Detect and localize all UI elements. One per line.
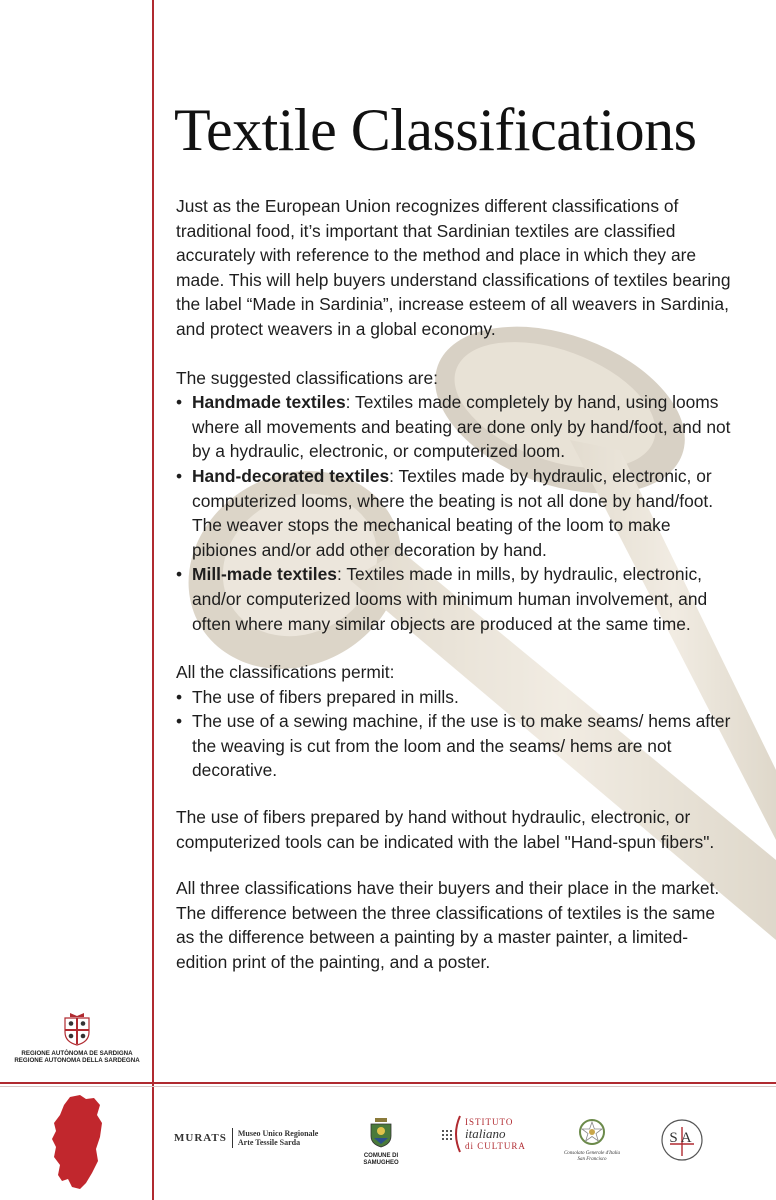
list-item [176, 685, 736, 710]
region-name-sardinian: REGIONE AUTÒNOMA DE SARDIGNA [21, 1050, 133, 1057]
classifications-lead: The suggested classifications are: [176, 367, 438, 388]
list-item [176, 464, 736, 562]
istituto-italiano-cultura-logo [440, 1114, 526, 1154]
region-sardinia-logo [10, 1012, 144, 1065]
comune-samugheo-logo [358, 1116, 404, 1167]
bullet-icon: • [176, 686, 183, 707]
coat-of-arms-icon [62, 1012, 92, 1046]
classification-desc: : Textiles made in mills, by hydraulic, electronic, and/or computerized looms with minimum human involvement, and often where many similar objects are produced at the same time. [192, 564, 708, 634]
sardinia-map-icon [50, 1095, 104, 1191]
comune-line2: SAMUGHEO [363, 1160, 399, 1166]
istituto-mark-icon [440, 1114, 462, 1154]
bullet-icon: • [176, 465, 183, 486]
handspun-paragraph: The use of fibers prepared by hand without hydraulic, electronic, or computerized tools can be indicated with the label "Hand-spun fibers". [176, 807, 715, 852]
istituto-line2: italiano [465, 1126, 506, 1141]
permit-text: The use of a sewing machine, if the use is to make seams/ hems after the weaving is cut from the loom and the seams/ hems are not decorative. [192, 711, 731, 781]
murats-separator [232, 1128, 233, 1148]
murats-name: MURATS [174, 1132, 227, 1144]
conclusion-paragraph: All three classifications have their buyers and their place in the market. The difference between the three classifications of textiles is the same as the difference between a painting by a master painter, a limited-edition print of the painting, and a poster. [176, 878, 720, 973]
classification-desc: : Textiles made by hydraulic, electronic, or computerized looms, where the beating is not all done by hand/foot. The weaver stops the mechanical beating of the loom to make pibiones and/or add other decoration by hand. [192, 465, 714, 560]
horizontal-divider [0, 1082, 776, 1084]
permits-list [176, 685, 736, 783]
permits-lead: All the classifications permit: [176, 662, 395, 683]
consolato-logo [560, 1118, 624, 1163]
comune-line1: COMUNE DI [363, 1153, 399, 1159]
bullet-icon: • [176, 392, 183, 413]
murats-desc-line2: Arte Tessile Sarda [237, 1138, 301, 1147]
permit-text: The use of fibers prepared in mills. [192, 686, 459, 707]
list-item [176, 562, 736, 636]
sa-logo [660, 1118, 704, 1162]
consolato-line1: Consolato Generale d'Italia [563, 1151, 621, 1156]
sa-mark: SA [669, 1130, 695, 1146]
murats-logo [174, 1128, 318, 1148]
italian-emblem-icon [578, 1118, 606, 1146]
list-item [176, 709, 736, 783]
horizontal-divider-shadow [0, 1086, 776, 1087]
bullet-icon: • [176, 711, 183, 732]
intro-paragraph: Just as the European Union recognizes different classifications of traditional food, it’s important that Sardinian textiles are classified accurately with reference to the method and place in which they are made. This will help buyers understand classifications of textiles bearing the label “Made in Sardinia”, increase esteem of all weavers in Sardinia, and protect weavers in a global economy. [176, 196, 731, 339]
main-content [176, 194, 736, 975]
murats-desc-line1: Museo Unico Regionale [237, 1129, 319, 1138]
istituto-line1: ISTITUTO [465, 1117, 514, 1127]
page-title: Textile Classifications [174, 97, 697, 163]
list-item [176, 390, 736, 464]
bullet-icon: • [176, 564, 183, 585]
classification-term: Mill-made textiles [192, 564, 337, 585]
vertical-divider [152, 0, 154, 1200]
classification-term: Hand-decorated textiles [192, 465, 390, 486]
town-crest-icon [369, 1116, 393, 1148]
istituto-line3: di CULTURA [465, 1141, 526, 1151]
classification-term: Handmade textiles [192, 392, 346, 413]
consolato-line2: San Francisco [577, 1157, 607, 1162]
classification-desc: : Textiles made completely by hand, using looms where all movements and beating are done only by hand/foot, and not by a hydraulic, electronic, or computerized loom. [192, 392, 731, 462]
region-name-italian: REGIONE AUTONOMA DELLA SARDEGNA [14, 1057, 140, 1065]
classifications-list [176, 390, 736, 636]
